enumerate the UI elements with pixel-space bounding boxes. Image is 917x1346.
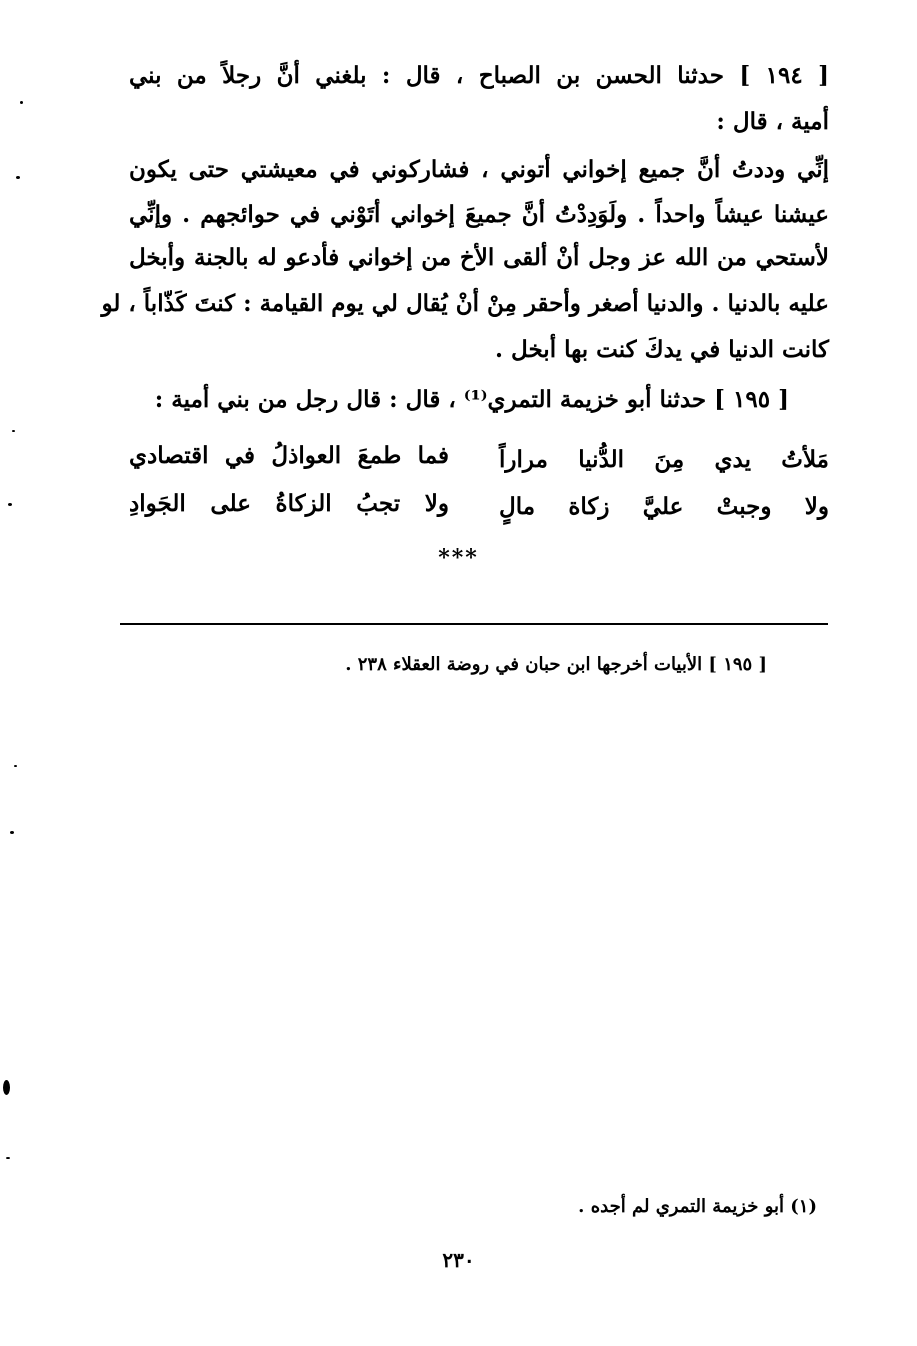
text-line: كانت الدنيا في يدكَ كنت بها أبخل .: [495, 336, 829, 363]
scan-speck: [16, 176, 20, 179]
text-line: عيشنا عيشاً واحداً . ولَوَدِدْتُ أنَّ جميعَ إخواني أتَوْني في حوائجهم . وإنِّي: [129, 201, 829, 228]
scan-speck: [3, 1080, 10, 1095]
page-number: ٢٣٠: [442, 1248, 475, 1272]
section-separator: ***: [438, 545, 479, 571]
source-note: [ ١٩٥ ] الأبيات أخرجها ابن حبان في روضة العقلاء ٢٣٨ .: [345, 654, 767, 675]
verse-hemistich: فما طمعَ العواذلُ في اقتصادي: [129, 442, 449, 469]
verse-hemistich: مَلأتُ يدي مِنَ الدُّنيا مراراً: [499, 446, 829, 473]
verse-hemistich: ولا تجبُ الزكاةُ على الجَوادِ: [129, 490, 449, 517]
text-line: عليه بالدنيا . والدنيا أصغر وأحقر مِنْ أنْ يُقال لي يوم القيامة : كنتَ كَذّاباً ، لو: [101, 290, 829, 317]
text-line: [ ١٩٤ ] حدثنا الحسن بن الصباح ، قال : بلغني أنَّ رجلاً من بني: [129, 62, 829, 89]
scan-speck: [14, 765, 17, 767]
text-line: إنِّي وددتُ أنَّ جميع إخواني أتوني ، فشاركوني في معيشتي حتى يكون: [129, 156, 829, 183]
text-line: [ ١٩٥ ] حدثنا أبو خزيمة التمري⁽¹⁾ ، قال : قال رجل من بني أمية :: [154, 386, 789, 413]
footnote-rule: [120, 623, 828, 625]
scan-speck: [6, 1157, 10, 1159]
scan-speck: [8, 503, 12, 506]
scan-speck: [10, 831, 14, 834]
text-line: لأستحي من الله عز وجل أنْ ألقى الأخ من إخواني فأدعو له بالجنة وأبخل: [129, 244, 829, 271]
text-line: أمية ، قال :: [716, 108, 829, 135]
footnote: (١) أبو خزيمة التمري لم أجده .: [578, 1196, 817, 1217]
scan-speck: [20, 101, 23, 104]
verse-hemistich: ولا وجبتْ عليَّ زكاة مالٍ: [499, 493, 829, 520]
scan-speck: [12, 430, 15, 432]
